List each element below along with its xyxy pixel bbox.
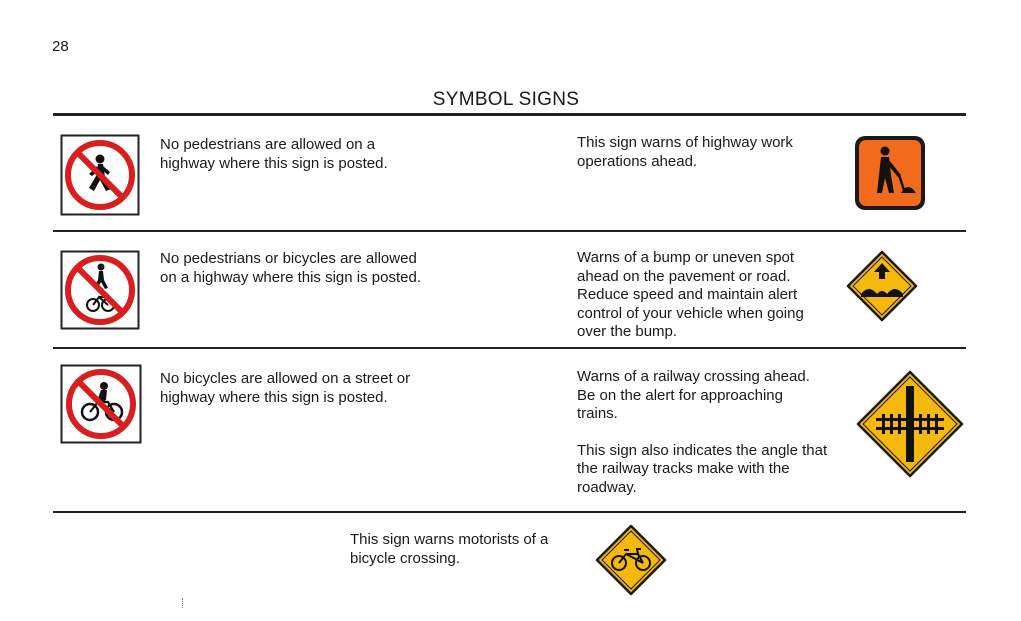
desc-line: bicycle crossing.: [350, 549, 461, 567]
bicycle-crossing-sign-icon: [595, 524, 667, 596]
row-divider-3: [53, 511, 966, 513]
bump-description: [577, 249, 804, 342]
desc-line: control of your vehicle when going: [577, 304, 804, 322]
page-number: 28: [52, 38, 69, 55]
no-bicycles-sign-icon: [60, 364, 142, 444]
row-divider-2: [53, 347, 966, 349]
paragraph-gap: [577, 424, 827, 442]
desc-line: over the bump.: [577, 323, 678, 340]
desc-line: No pedestrians or bicycles are allowed: [160, 250, 417, 267]
title-divider: [53, 113, 966, 116]
desc-line: the railway tracks make with the: [577, 460, 790, 477]
desc-line: operations ahead.: [577, 152, 698, 170]
page-title: SYMBOL SIGNS: [432, 89, 580, 110]
desc-line: No bicycles are allowed on a street or: [160, 370, 411, 387]
no-pedestrians-or-bicycles-sign-icon: [60, 250, 140, 330]
bump-sign-icon: [846, 250, 918, 322]
desc-line: No pedestrians are allowed on a: [160, 136, 376, 153]
desc-line: This sign warns of highway work: [577, 134, 793, 151]
no-bicycles-description: [160, 370, 410, 407]
desc-line: Reduce speed and maintain alert: [577, 286, 798, 303]
railway-crossing-sign-icon: [856, 370, 964, 478]
no-pedestrians-sign-icon: [60, 134, 140, 216]
desc-line: This sign warns motorists of a: [350, 531, 549, 548]
no-pedestrians-description: [160, 136, 388, 173]
bicycle-crossing-description: [350, 531, 548, 568]
desc-line: on a highway where this sign is posted.: [160, 268, 421, 286]
desc-line: highway where this sign is posted.: [160, 388, 388, 406]
highway-work-sign-icon: [854, 135, 926, 211]
desc-line: Warns of a railway crossing ahead.: [577, 368, 810, 385]
highway-work-description: [577, 134, 793, 171]
stray-mark: [182, 598, 184, 608]
no-pedestrians-or-bicycles-description: [160, 250, 421, 287]
row-divider-1: [53, 230, 966, 232]
desc-line: Warns of a bump or uneven spot: [577, 249, 795, 266]
desc-line: roadway.: [577, 478, 637, 496]
desc-line: Be on the alert for approaching: [577, 386, 783, 404]
desc-line: highway where this sign is posted.: [160, 154, 388, 172]
desc-line: ahead on the pavement or road.: [577, 267, 791, 285]
desc-line: This sign also indicates the angle that: [577, 441, 828, 459]
railway-description: [577, 368, 827, 497]
desc-line: trains.: [577, 405, 618, 422]
